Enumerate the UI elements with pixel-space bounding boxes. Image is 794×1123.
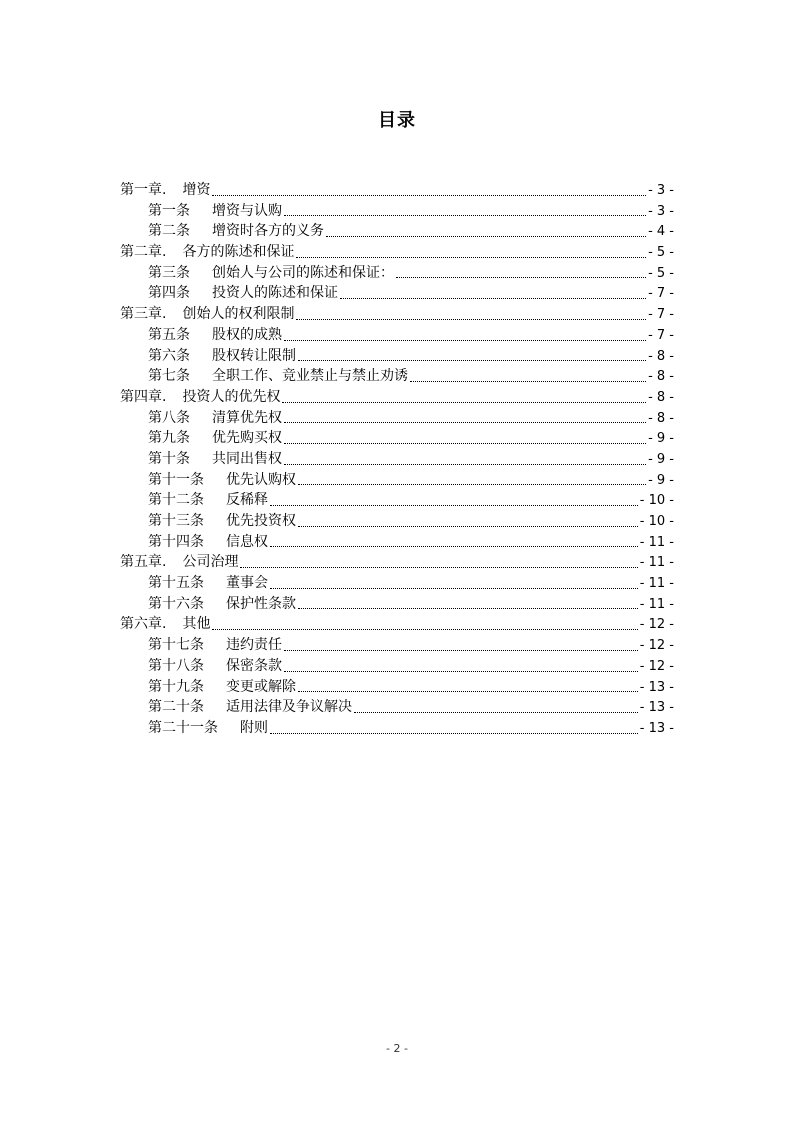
- toc-entry-page: - 12 -: [639, 617, 674, 633]
- toc-entry-number: 第四章.: [120, 388, 167, 405]
- toc-entry-page: - 9 -: [648, 431, 674, 447]
- toc-entry-number: 第十九条: [148, 678, 204, 695]
- toc-entry-number: 第六条: [148, 347, 190, 364]
- toc-entry-page: - 8 -: [648, 369, 674, 385]
- toc-entry-page: - 12 -: [639, 638, 674, 654]
- toc-dot-leader: [340, 297, 646, 299]
- toc-entry-label: 投资人的优先权: [182, 388, 281, 405]
- toc-dot-leader: [298, 607, 638, 609]
- toc-entry-page: - 13 -: [639, 720, 674, 736]
- toc-entry-label: 优先投资权: [226, 513, 296, 529]
- toc-article-entry[interactable]: [120, 201, 674, 222]
- toc-dot-leader: [284, 339, 646, 341]
- toc-dot-leader: [296, 318, 646, 320]
- toc-entry-page: - 5 -: [648, 265, 674, 281]
- toc-article-entry[interactable]: [120, 677, 674, 698]
- toc-entry-label: 优先认购权: [226, 471, 296, 488]
- toc-entry-page: - 10 -: [639, 493, 674, 509]
- toc-entry-label: 反稀释: [226, 492, 268, 509]
- toc-article-entry[interactable]: [120, 408, 674, 429]
- toc-entry-number: 第四条: [148, 285, 190, 302]
- table-of-contents: [120, 180, 674, 739]
- toc-entry-number: 第二十条: [148, 699, 204, 716]
- toc-article-entry[interactable]: [120, 221, 674, 242]
- toc-dot-leader: [284, 649, 638, 651]
- toc-entry-label: 创始人的权利限制: [182, 306, 295, 323]
- toc-entry-page: - 11 -: [639, 534, 674, 550]
- toc-entry-number: 第一条: [148, 202, 190, 219]
- toc-article-entry[interactable]: [120, 511, 674, 532]
- toc-entry-page: - 5 -: [648, 245, 674, 261]
- toc-entry-label: 增资: [182, 182, 211, 198]
- toc-entry-number: 第十一条: [148, 471, 204, 488]
- toc-article-entry[interactable]: [120, 346, 674, 367]
- toc-entry-label: 保密条款: [226, 657, 282, 674]
- toc-dot-leader: [296, 256, 646, 258]
- toc-article-entry[interactable]: [120, 573, 674, 594]
- toc-dot-leader: [410, 380, 646, 382]
- toc-dot-leader: [212, 194, 646, 196]
- toc-entry-label: 共同出售权: [212, 450, 282, 467]
- toc-entry-label: 全职工作、竞业禁止与禁止劝诱: [212, 368, 408, 385]
- toc-article-entry[interactable]: [120, 594, 674, 615]
- toc-chapter-entry[interactable]: [120, 180, 674, 201]
- toc-dot-leader: [212, 628, 637, 630]
- toc-article-entry[interactable]: [120, 428, 674, 449]
- toc-article-entry[interactable]: [120, 532, 674, 553]
- toc-dot-leader: [282, 401, 646, 403]
- toc-entry-label: 董事会: [226, 575, 268, 592]
- toc-chapter-entry[interactable]: [120, 242, 674, 263]
- toc-entry-number: 第十七条: [148, 637, 204, 654]
- toc-entry-number: 第七条: [148, 368, 190, 385]
- toc-entry-page: - 11 -: [639, 555, 674, 571]
- toc-entry-number: 第三章.: [120, 306, 167, 323]
- page-number: - 2 -: [386, 1042, 408, 1055]
- toc-article-entry[interactable]: [120, 449, 674, 470]
- toc-entry-number: 第二章.: [120, 244, 167, 261]
- page-title: 目录: [378, 110, 416, 131]
- toc-entry-label: 附则: [240, 719, 268, 736]
- toc-entry-page: - 8 -: [648, 410, 674, 426]
- toc-entry-label: 适用法律及争议解决: [226, 699, 352, 716]
- toc-article-entry[interactable]: [120, 490, 674, 511]
- toc-entry-label: 变更或解除: [226, 678, 296, 695]
- toc-article-entry[interactable]: [120, 263, 674, 284]
- toc-article-entry[interactable]: [120, 718, 674, 739]
- toc-entry-number: 第二十一条: [148, 719, 218, 736]
- toc-dot-leader: [270, 504, 638, 506]
- toc-entry-label: 清算优先权: [212, 409, 282, 426]
- toc-article-entry[interactable]: [120, 325, 674, 346]
- toc-entry-page: - 7 -: [648, 307, 674, 323]
- toc-dot-leader: [284, 214, 646, 216]
- toc-entry-page: - 12 -: [639, 658, 674, 674]
- toc-dot-leader: [270, 587, 638, 589]
- toc-entry-page: - 10 -: [639, 514, 674, 529]
- toc-entry-page: - 9 -: [648, 451, 674, 467]
- toc-entry-page: - 11 -: [639, 596, 674, 612]
- toc-article-entry[interactable]: [120, 656, 674, 677]
- toc-article-entry[interactable]: [120, 283, 674, 304]
- toc-entry-label: 股权转让限制: [212, 347, 296, 364]
- toc-entry-number: 第五章.: [120, 554, 167, 571]
- toc-entry-page: - 9 -: [648, 472, 674, 488]
- toc-dot-leader: [298, 525, 638, 527]
- toc-entry-number: 第十五条: [148, 575, 204, 592]
- toc-dot-leader: [284, 421, 646, 423]
- toc-dot-leader: [284, 463, 646, 465]
- toc-entry-label: 增资时各方的义务: [212, 223, 324, 240]
- toc-dot-leader: [354, 711, 638, 713]
- toc-entry-number: 第十三条: [148, 513, 204, 529]
- toc-dot-leader: [284, 670, 638, 672]
- toc-entry-page: - 3 -: [648, 183, 674, 198]
- toc-entry-label: 信息权: [226, 533, 268, 550]
- toc-entry-label: 投资人的陈述和保证: [212, 285, 338, 302]
- toc-dot-leader: [240, 566, 637, 568]
- toc-entry-number: 第十六条: [148, 595, 204, 612]
- toc-entry-label: 各方的陈述和保证: [182, 244, 295, 261]
- toc-entry-number: 第十条: [148, 450, 190, 467]
- toc-dot-leader: [284, 442, 646, 444]
- toc-entry-page: - 8 -: [648, 348, 674, 364]
- toc-entry-number: 第十二条: [148, 492, 204, 509]
- toc-article-entry[interactable]: [120, 366, 674, 387]
- toc-entry-label: 增资与认购: [212, 202, 282, 219]
- toc-chapter-entry[interactable]: [120, 387, 674, 408]
- toc-article-entry[interactable]: [120, 635, 674, 656]
- toc-entry-number: 第三条: [148, 264, 190, 281]
- toc-entry-page: - 13 -: [639, 679, 674, 695]
- toc-entry-number: 第十八条: [148, 657, 204, 674]
- toc-entry-number: 第五条: [148, 326, 190, 343]
- toc-entry-number: 第二条: [148, 223, 190, 240]
- toc-entry-page: - 13 -: [639, 700, 674, 716]
- toc-entry-label: 其他: [182, 616, 211, 633]
- toc-entry-page: - 4 -: [648, 224, 674, 240]
- toc-entry-number: 第八条: [148, 409, 190, 426]
- toc-dot-leader: [270, 545, 638, 547]
- toc-entry-page: - 11 -: [639, 576, 674, 592]
- toc-entry-number: 第十四条: [148, 533, 204, 550]
- toc-entry-label: 保护性条款: [226, 595, 296, 612]
- toc-chapter-entry[interactable]: [120, 552, 674, 573]
- toc-dot-leader: [298, 359, 646, 361]
- toc-chapter-entry[interactable]: [120, 614, 674, 635]
- toc-entry-label: 优先购买权: [212, 430, 282, 447]
- toc-article-entry[interactable]: [120, 470, 674, 491]
- toc-entry-page: - 3 -: [648, 203, 674, 219]
- toc-entry-label: 违约责任: [226, 637, 282, 654]
- toc-entry-number: 第九条: [148, 430, 190, 447]
- toc-dot-leader: [326, 235, 646, 237]
- toc-entry-label: 公司治理: [182, 554, 239, 571]
- toc-dot-leader: [298, 483, 646, 485]
- toc-entry-label: 创始人与公司的陈述和保证：: [212, 264, 394, 281]
- toc-article-entry[interactable]: [120, 697, 674, 718]
- toc-dot-leader: [298, 690, 638, 692]
- toc-entry-number: 第一章.: [120, 182, 167, 198]
- toc-entry-label: 股权的成熟: [212, 326, 282, 343]
- toc-dot-leader: [396, 276, 646, 278]
- toc-dot-leader: [270, 732, 638, 734]
- toc-entry-page: - 7 -: [648, 327, 674, 343]
- toc-entry-number: 第六章.: [120, 616, 167, 633]
- toc-entry-page: - 7 -: [648, 286, 674, 302]
- toc-entry-page: - 8 -: [648, 389, 674, 405]
- toc-chapter-entry[interactable]: [120, 304, 674, 325]
